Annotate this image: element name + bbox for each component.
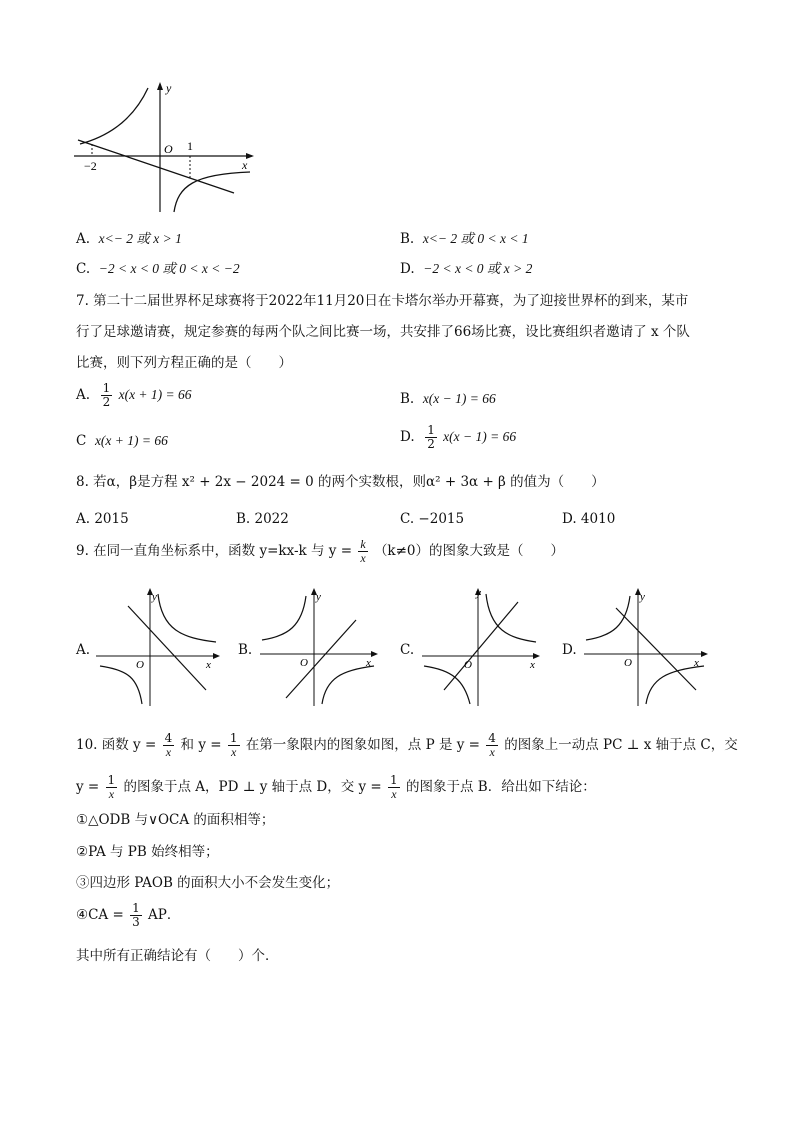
q9-label-b[interactable]: B. bbox=[238, 642, 253, 658]
q7-stem-line2: 行了足球邀请赛，规定参赛的每两个队之间比赛一场，共安排了66场比赛，设比赛组织者邀请了 x 个队 bbox=[76, 324, 690, 340]
tick-1: 1 bbox=[187, 139, 193, 153]
q10-conclusion-2: ②PA 与 PB 始终相等； bbox=[76, 844, 219, 860]
x-axis-label: x bbox=[242, 158, 248, 172]
q7-option-a[interactable]: A. $\frac{1}{2}$ x(x + 1) = 66 bbox=[76, 381, 192, 409]
tick-neg2: −2 bbox=[84, 159, 97, 173]
q9-label-a[interactable]: A. bbox=[76, 642, 91, 658]
svg-text:x: x bbox=[206, 659, 211, 671]
svg-text:O: O bbox=[300, 657, 308, 669]
svg-text:y: y bbox=[152, 591, 157, 603]
svg-text:x: x bbox=[694, 657, 699, 669]
origin-label: O bbox=[164, 142, 173, 156]
q9-graph-d[interactable] bbox=[580, 586, 710, 708]
svg-text:y: y bbox=[640, 591, 645, 603]
function-graph bbox=[70, 78, 260, 218]
q10-conclusion-3: ③四边形 PAOB 的面积大小不会发生变化； bbox=[76, 875, 340, 891]
q7-option-b[interactable]: B. x(x − 1) = 66 bbox=[400, 391, 496, 407]
q6-option-b[interactable]: B. x<− 2 或 0 < x < 1 bbox=[400, 231, 529, 247]
q7-option-c[interactable]: C x(x + 1) = 66 bbox=[76, 433, 168, 449]
q8-option-c[interactable]: C. −2015 bbox=[400, 511, 465, 527]
q6-option-d[interactable]: D. −2 < x < 0 或 x > 2 bbox=[400, 261, 533, 277]
q6-option-c[interactable]: C. −2 < x < 0 或 0 < x < −2 bbox=[76, 261, 240, 277]
svg-text:x: x bbox=[366, 657, 371, 669]
q10-stem-line2: y = $\frac{1}{x}$ 的图象于点 A，PD ⊥ y 轴于点 D，交 y = $\frac{1}{x}$ 的图象于点 B．给出如下结论： bbox=[76, 773, 596, 801]
q10-conclusion-4: ④CA = $\frac{1}{3}$ AP． bbox=[76, 901, 181, 929]
q7-stem-line1: 7. 第二十二届世界杯足球赛将于2022年11月20日在卡塔尔举办开幕赛，为了迎接世界杯的到来，某市 bbox=[76, 293, 689, 309]
q9-graph-a[interactable] bbox=[92, 586, 222, 708]
q7-option-d[interactable]: D. $\frac{1}{2}$ x(x − 1) = 66 bbox=[400, 423, 517, 451]
q10-stem-line1: 10. 函数 y = $\frac{4}{x}$ 和 y = $\frac{1}{x}$ 在第一象限内的图象如图，点 P 是 y = $\frac{4}{x}$ 的图象上一动点 PC ⊥ x 轴于点 C，交 bbox=[76, 731, 738, 759]
q9-graph-c[interactable] bbox=[418, 586, 542, 708]
q7-stem-line3: 比赛，则下列方程正确的是（ ） bbox=[76, 355, 292, 371]
svg-text:y: y bbox=[316, 591, 321, 603]
q10-conclusion-1: ①△ODB 与∨OCA 的面积相等； bbox=[76, 812, 275, 828]
y-axis-label: y bbox=[166, 81, 172, 95]
q10-final-question: 其中所有正确结论有（ ）个． bbox=[76, 948, 279, 964]
q8-stem: 8. 若α，β是方程 x² + 2x − 2024 = 0 的两个实数根，则α² + 3α + β 的值为（ ） bbox=[76, 474, 605, 490]
q8-option-a[interactable]: A. 2015 bbox=[76, 511, 129, 527]
q9-label-d[interactable]: D. bbox=[562, 642, 577, 658]
svg-text:O: O bbox=[624, 657, 632, 669]
q9-stem: 9. 在同一直角坐标系中，函数 y=kx-k 与 y = $\frac{k}{x}$ （k≠0）的图象大致是（ ） bbox=[76, 537, 565, 565]
q9-label-c[interactable]: C. bbox=[400, 642, 415, 658]
svg-text:x: x bbox=[530, 659, 535, 671]
svg-text:O: O bbox=[464, 659, 472, 671]
svg-text:y: y bbox=[476, 587, 481, 599]
q9-graph-b[interactable] bbox=[256, 586, 380, 708]
q8-option-d[interactable]: D. 4010 bbox=[562, 511, 616, 527]
q6-option-a[interactable]: A. x<− 2 或 x > 1 bbox=[76, 231, 182, 247]
q8-option-b[interactable]: B. 2022 bbox=[236, 511, 289, 527]
svg-text:O: O bbox=[136, 659, 144, 671]
